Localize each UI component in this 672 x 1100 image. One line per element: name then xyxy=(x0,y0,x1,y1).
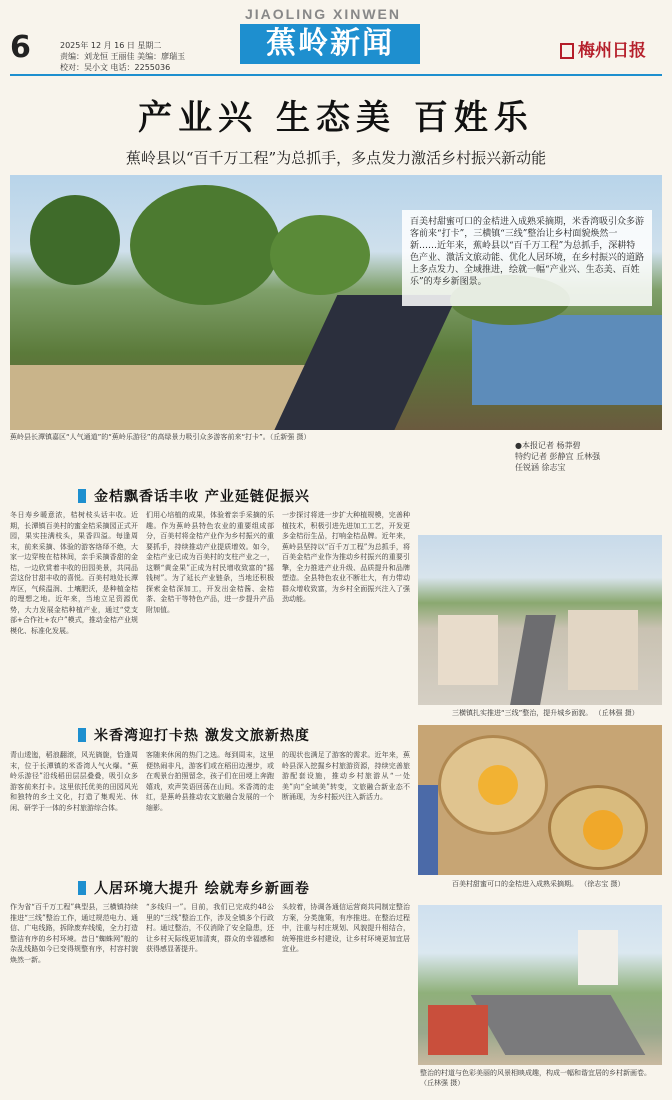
photo-village-road-caption: 整治的村道与色彩美丽的风景相映成趣，构成一幅和谐宜居的乡村新画卷。 （丘林强 摄） xyxy=(420,1069,651,1087)
top-photo-caption: 蕉岭县长潭镇嘉区“人气通道”的“蕉岭乐游径”的高绿景力吸引众多游客前来“打卡”。（丘新强 摄） xyxy=(10,433,311,441)
byline-line: 特约记者 彭静宜 丘林强 xyxy=(515,452,601,461)
issue-date: 2025年 12 月 16 日 星期二 xyxy=(60,41,162,50)
issue-info xyxy=(60,40,185,73)
newspaper-name: 梅州日报 xyxy=(578,41,646,61)
byline xyxy=(515,440,600,473)
section2-col1: 青山逶迤，稻浪翻滚，风光旖旎，恰逢周末，位于长潭镇的米香湾人气火爆。“蕉岭乐游径”沿线稻田层层叠叠，吸引众多游客前来打卡。这里依托优美的田园风光和独特的乡土文化，打造了集观光、休闲、研学于一体的乡村旅游综合体。 xyxy=(10,751,138,812)
header-divider xyxy=(10,74,662,76)
photo-mural xyxy=(428,1005,488,1055)
photo-tree xyxy=(130,185,280,305)
byline-line: ●本报记者 杨莽碧 xyxy=(515,441,581,450)
photo-building xyxy=(438,615,498,685)
section-marker-icon xyxy=(78,728,86,742)
section1-col1: 冬日寿乡暖意浓，桔树枝头话丰收。近期，长潭镇百美村的蜜金桔采摘园正式开园，果实挂满枝头，果香四溢。每逢周末，前来采摘、体验的游客络绎不绝，大家一边穿梭在桔林间，亲手采摘香甜的金桔，一边欣赏着丰收的田园美景，共同品尝这份甘甜丰收的喜悦。百美村地处长潭库区，气候温润、土壤肥沃，是种植金桔的理想之地。近年来，当地立足资源优势，大力发展金桔种植产业，通过“党支部+合作社+农户”模式，推动金桔产业规模化、标准化发展。 xyxy=(10,511,138,635)
section3-heading-text: 人居环境大提升 绘就寿乡新画卷 xyxy=(94,881,310,897)
section3-col3: 头较着，协调各通信运营商共同制定整治方案，分类施策，有序推进。在整治过程中，注重与村庄规划、风貌提升相结合，统筹推进乡村建设，让乡村环境更加宜居宜业。 xyxy=(282,903,410,953)
page-header xyxy=(0,0,672,88)
section3-heading xyxy=(78,878,310,898)
newspaper-logo xyxy=(560,36,646,61)
sub-headline: 蕉岭县以“百千万工程”为总抓手，多点发力激活乡村振兴新动能 xyxy=(125,149,547,167)
section3-col1: 作为省“百千万工程”典型县，三横镇持续推进“三线”整治工作，通过规范电力、通信、广电线路，拆除废弃线缆，全力打造整洁有序的乡村环境。昔日“蜘蛛网”般的杂乱线路如今已变得规整有序，村容村貌焕然一新。 xyxy=(10,903,138,964)
photo-house xyxy=(578,930,618,985)
photo-field xyxy=(10,365,310,430)
photo-village xyxy=(418,535,662,705)
section-marker-icon xyxy=(78,881,86,895)
masthead-title: 蕉岭新闻 xyxy=(240,24,420,64)
section2-col2: 客随来休闲的热门之选。每到周末，这里便热闹非凡，游客们或在稻田边漫步，或在观景台拍照留念，孩子们在田埂上奔跑嬉戏，欢声笑语回荡在山间。米香湾的走红，是蕉岭县推动农文旅融合发展的一个缩影。 xyxy=(146,751,274,812)
section1-col2: 们用心培植的成果，体验着亲手采摘的乐趣。作为蕉岭县特色农业的重要组成部分，百美村将金桔产业作为乡村振兴的重要抓手，持续推动产业提质增效。如今，金桔产业已成为百美村的支柱产业之一，这颗“黄金果”正成为村民增收致富的“摇钱树”。为了延长产业链条，当地还积极探索金桔深加工，开发出金桔酱、金桔茶、金桔干等特色产品，进一步提升产品附加值。 xyxy=(146,511,274,614)
photo-kumquats xyxy=(583,810,623,850)
main-headline: 产业兴 生态美 百姓乐 xyxy=(138,98,534,138)
issue-editors: 责编：刘龙恒 王丽佳 美编：廖瑞玉 xyxy=(60,52,186,61)
photo-road xyxy=(471,995,646,1055)
logo-icon xyxy=(560,43,574,59)
section2-heading xyxy=(78,725,310,745)
photo-tree xyxy=(30,195,120,285)
photo-village-road xyxy=(418,905,662,1065)
photo-lake xyxy=(472,315,662,405)
intro-box: 百美村甜蜜可口的金桔进入成熟采摘期，米香湾吸引众多游客前来“打卡”，三横镇“三线”整治让乡村面貌焕然一新……近年来，蕉岭县以“百千万工程”为总抓手，深耕特色产业、激活文旅动能、优化人居环境，在乡村振兴的道路上多点发力、全域推进，绘就一幅“产业兴、生态美、百姓乐”的寿乡新图景。 xyxy=(402,210,652,306)
byline-line: 任锐涵 徐志宝 xyxy=(515,463,566,472)
section1-col3: 一步探讨将进一步扩大种植规模，完善种植技术，积极引进先进加工工艺，开发更多金桔衍生品，打响金桔品牌。近年来，蕉岭县坚持以“百千万工程”为总抓手，将百美金桔产业作为推动乡村振兴的重要引擎，全力推进产业升级、品质提升和品牌塑造。全县特色农业不断壮大，有力带动群众增收致富，为乡村全面振兴注入了强劲动能。 xyxy=(282,511,410,603)
section1-heading xyxy=(78,486,310,506)
photo-sleeve xyxy=(418,785,438,875)
issue-proofreader: 校对：吴小文 电话：2255036 xyxy=(60,63,171,72)
page-number: 6 xyxy=(10,30,31,65)
photo-road xyxy=(263,295,458,430)
photo-kumquat xyxy=(418,725,662,875)
photo-building xyxy=(568,610,638,690)
section2-col3: 的现状也满足了游客的需求。近年来，蕉岭县深入挖掘乡村旅游资源，持续完善旅游配套设施，推动乡村旅游从“一处美”向“全域美”转变，文旅融合新业态不断涌现，为乡村振兴注入新活力。 xyxy=(282,751,410,801)
section3-col2: “多线归一”。目前，我们已完成约48公里的“三线”整治工作，涉及全镇多个行政村。通过整治，不仅消除了安全隐患，还让乡村天际线更加清爽，群众的幸福感和获得感显著提升。 xyxy=(146,903,274,953)
photo-village-caption: 三横镇扎实推进“三线”整治，提升城乡面貌。 （丘林强 摄） xyxy=(452,709,639,717)
masthead-pinyin: JIAOLING XINWEN xyxy=(245,6,402,22)
section1-heading-text: 金桔飘香话丰收 产业延链促振兴 xyxy=(94,489,310,505)
photo-tree xyxy=(270,215,370,295)
photo-street xyxy=(510,615,556,705)
section2-heading-text: 米香湾迎打卡热 激发文旅新热度 xyxy=(94,728,310,744)
photo-kumquats xyxy=(478,765,518,805)
photo-kumquat-caption: 百美村甜蜜可口的金桔进入成熟采摘期。 （徐志宝 摄） xyxy=(452,880,625,888)
section-marker-icon xyxy=(78,489,86,503)
